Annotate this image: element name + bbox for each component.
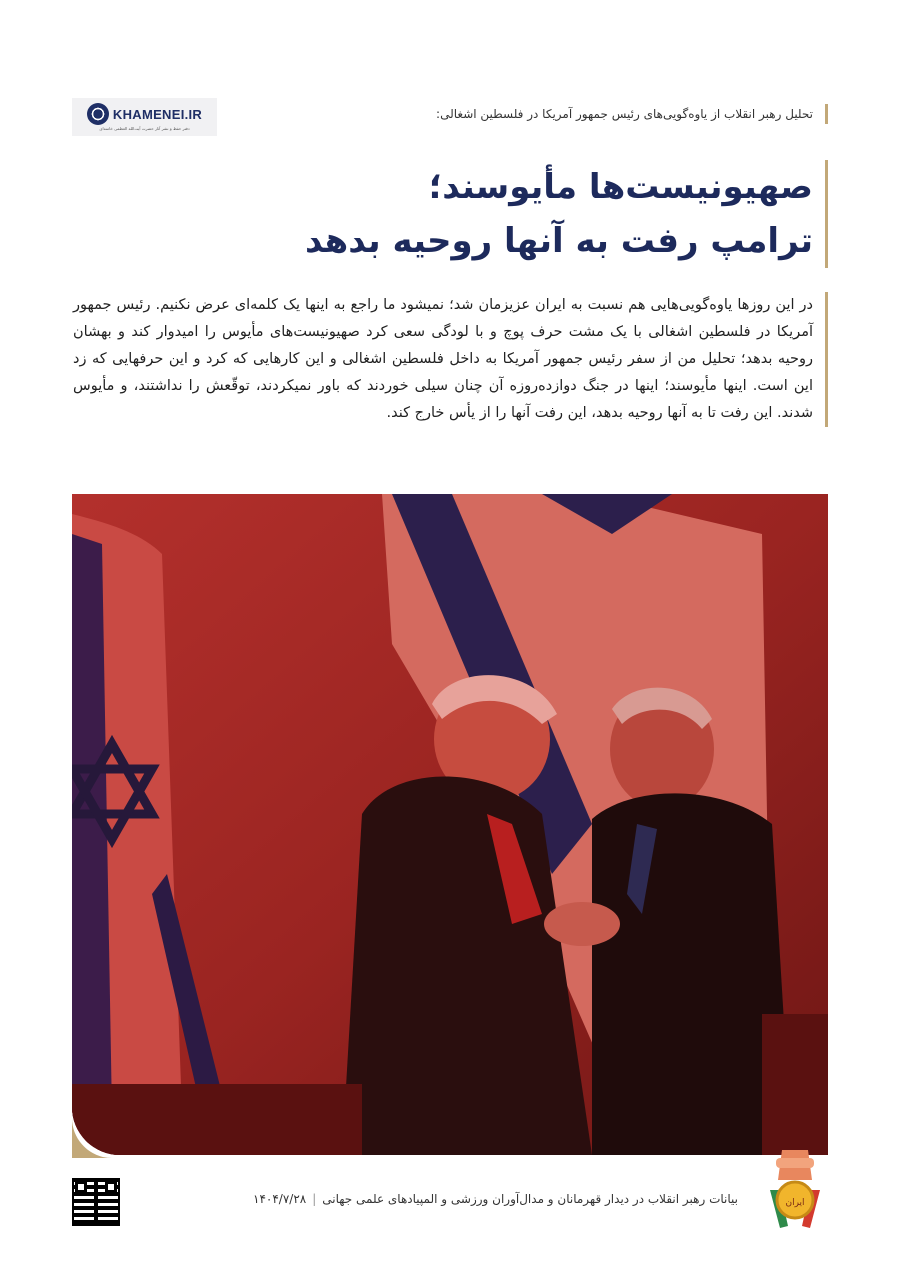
source-text: بیانات رهبر انقلاب در دیدار قهرمانان و مدال‌آوران ورزشی و المپیادهای علمی جهانی [322, 1192, 738, 1206]
badge-label: ایران [785, 1198, 805, 1208]
caption-separator: | [312, 1192, 317, 1206]
headline-line-1: صهیونیست‌ها مأیوسند؛ [428, 167, 813, 207]
logo-emblem-icon [87, 103, 109, 125]
logo-subtitle: دفتر حفظ و نشر آثار حضرت آیت‌الله العظمی خامنه‌ای [99, 126, 190, 131]
qr-code-icon[interactable] [72, 1178, 120, 1226]
headline-block [113, 160, 828, 268]
photo-illustration [72, 494, 828, 1155]
logo-text: KHAMENEI.IR [112, 106, 203, 122]
source-caption [253, 1192, 738, 1206]
headline-line-2: ترامپ رفت به آنها روحیه بدهد [305, 221, 813, 261]
khamenei-logo[interactable] [72, 98, 217, 136]
news-photo [72, 494, 828, 1155]
medal-fist-icon [762, 1150, 828, 1230]
foreground-bench [72, 1084, 362, 1155]
footer [72, 1170, 828, 1230]
kicker-text: تحلیل رهبر انقلاب از یاوه‌گویی‌های رئیس جمهور آمریکا در فلسطین اشغالی: [436, 104, 828, 124]
source-date: ۱۴۰۴/۷/۲۸ [253, 1192, 307, 1206]
handshake [544, 902, 620, 946]
foreground-chair [762, 1014, 828, 1155]
top-bar [72, 98, 828, 136]
gold-corner-ornament [72, 1118, 112, 1158]
quote-text: در این روزها یاوه‌گویی‌هایی هم نسبت به ایران عزیزمان شد؛ نمیشود ما راجع به اینها یک کلمه‌ای عرض نکنیم. رئیس جمهور آمریکا در فلسطین اشغالی با یک مشت حرف پوچ و با لودگی سعی کرد صهیونیست‌های مأیوس را امیدوار کند و بهشان روحیه بدهد؛ تحلیل من از سفر رئیس جمهور آمریکا به داخل فلسطین اشغالی و این کارهایی که کرد و این حرفهایی که زد این است. اینها مأیوسند؛ اینها در جنگ دوازده‌روزه آن چنان سیلی خوردند که باور نمیکردند، توقّعش را نداشتند، و مأیوس شدند. این رفت تا به آنها روحیه بدهد، این رفت آنها را از یأس خارج کند. [73, 297, 813, 421]
quote-block [73, 292, 828, 427]
